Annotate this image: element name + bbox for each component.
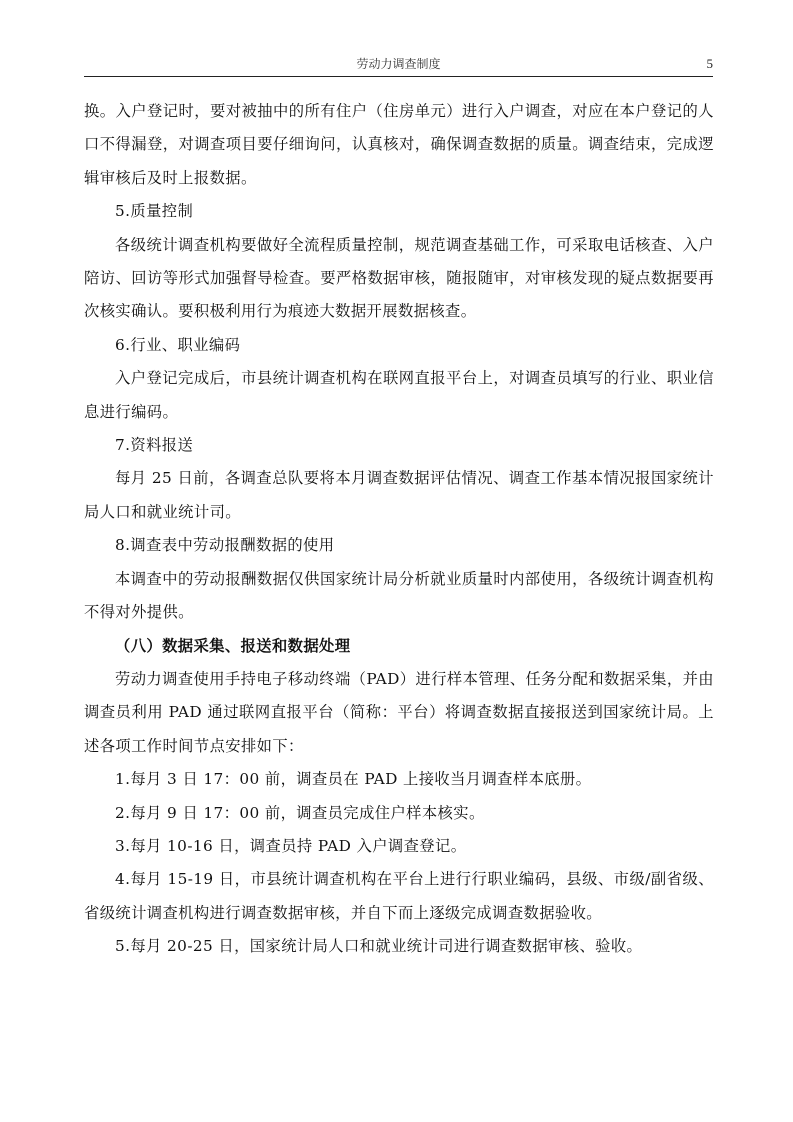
header-title: 劳动力调查制度	[356, 57, 441, 71]
document-body	[84, 95, 714, 964]
section-heading-data-processing: （八）数据采集、报送和数据处理	[115, 636, 351, 655]
heading-labor-pay-data: 8.调查表中劳动报酬数据的使用	[115, 536, 335, 555]
heading-data-submission: 7.资料报送	[115, 436, 194, 455]
list-item-schedule-2: 2.每月 9 日 17：00 前，调查员完成住户样本核实。	[115, 803, 485, 822]
paragraph-quality-control: 各级统计调查机构要做好全流程质量控制，规范调查基础工作，可采取电话核查、入户陪访、回访等形式加强督导检查。要严格数据审核，随报随审，对审核发现的疑点数据要再次核实确认。要积极利用行为痕迹大数据开展数据核查。	[84, 235, 714, 321]
paragraph-data-submission: 每月 25 日前，各调查总队要将本月调查数据评估情况、调查工作基本情况报国家统计局人口和就业统计司。	[84, 469, 714, 521]
page-number: 5	[706, 56, 713, 71]
list-item-schedule-1: 1.每月 3 日 17：00 前，调查员在 PAD 上接收当月调查样本底册。	[115, 770, 592, 789]
heading-industry-coding: 6.行业、职业编码	[115, 335, 241, 354]
paragraph-industry-coding: 入户登记完成后，市县统计调查机构在联网直报平台上，对调查员填写的行业、职业信息进行编码。	[84, 369, 714, 421]
paragraph-labor-pay-data: 本调查中的劳动报酬数据仅供国家统计局分析就业质量时内部使用，各级统计调查机构不得对外提供。	[84, 569, 714, 622]
list-item-schedule-5: 5.每月 20-25 日，国家统计局人口和就业统计司进行调查数据审核、验收。	[115, 937, 643, 956]
list-item-schedule-3: 3.每月 10-16 日，调查员持 PAD 入户调查登记。	[115, 836, 467, 855]
paragraph-data-processing: 劳动力调查使用手持电子移动终端（PAD）进行样本管理、任务分配和数据采集，并由调查员利用 PAD 通过联网直报平台（简称：平台）将调查数据直接报送到国家统计局。上述各项工作时间节点安排如下：	[84, 669, 714, 755]
paragraph-continuation: 换。入户登记时，要对被抽中的所有住户（住房单元）进行入户调查，对应在本户登记的人口不得漏登，对调查项目要仔细询问，认真核对，确保调查数据的质量。调查结束，完成逻辑审核后及时上报数据。	[84, 102, 714, 187]
heading-quality-control: 5.质量控制	[115, 202, 194, 221]
page-header	[84, 54, 713, 77]
list-item-schedule-4: 4.每月 15-19 日，市县统计调查机构在平台上进行行职业编码，县级、市级/副省级、省级统计调查机构进行调查数据审核，并自下而上逐级完成调查数据验收。	[84, 870, 714, 922]
